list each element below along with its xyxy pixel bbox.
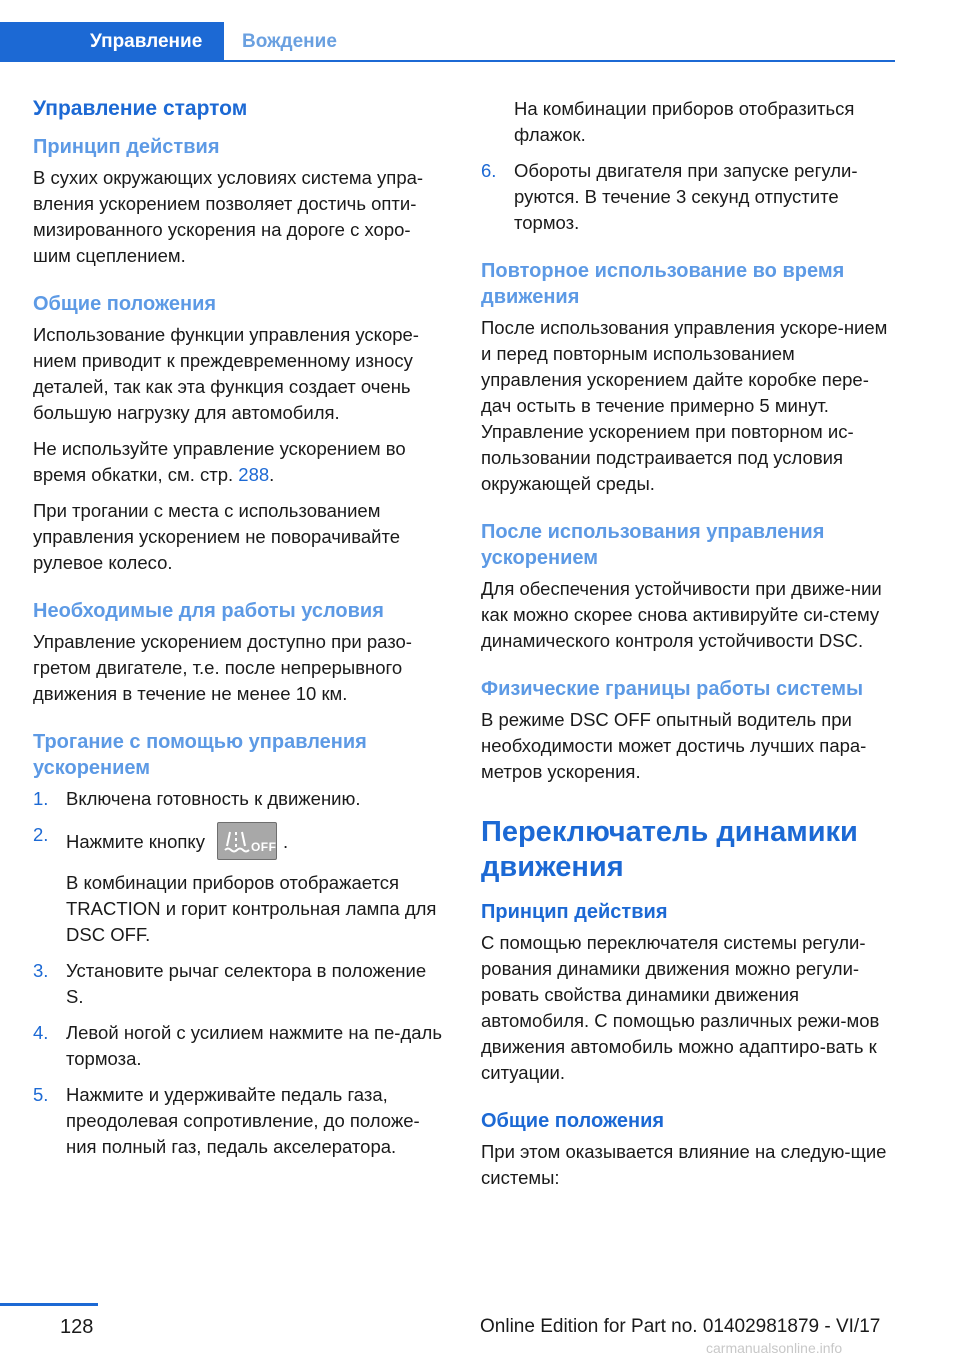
list-item — [33, 1020, 448, 1072]
paragraph-general-2 — [33, 436, 448, 488]
dsc-off-button — [217, 822, 277, 860]
paragraph-general-2-text: Не используйте управление ускорением во время обкатки, см. стр. — [33, 438, 406, 485]
list-item — [33, 822, 448, 948]
step-text-end: . — [282, 831, 289, 852]
tab-vozhdenie[interactable]: Вождение — [242, 31, 337, 52]
step-text: Нажмите и удерживайте педаль газа, преодолевая сопротивление, до положе-ния полный газ, педаль акселератора. — [66, 1084, 420, 1157]
paragraph-general-1: Использование функции управления ускоре-нием приводит к преждевременному износу деталей, так как эта функция создает очень большую нагрузку для автомобиля. — [33, 324, 419, 423]
steps-list-continued — [481, 158, 896, 236]
step-number: 2. — [33, 824, 49, 845]
subheading-conditions: Необходимые для работы условия — [33, 600, 384, 622]
subheading-start: Трогание с помощью управления ускорением — [33, 731, 367, 779]
page-link-288[interactable]: 288 — [238, 464, 270, 485]
page-number: 128 — [60, 1316, 94, 1338]
watermark: carmanualsonline.info — [706, 1340, 843, 1356]
step-text: Обороты двигателя при запуске регули-руются. В течение 3 секунд отпустите тормоз. — [514, 160, 858, 233]
list-item — [33, 958, 448, 1010]
paragraph-general-2-end: . — [269, 464, 275, 485]
paragraph-reuse: После использования управления ускоре-нием и перед повторным использованием управления ускорением дайте коробке пере-дач остыть в течение примерно 5 минут. Управление ускорением при повторном ис-пользовании подстраивается под условия окружающей среды. — [481, 317, 888, 494]
step-note: В комбинации приборов отображается TRACTION и горит контрольная лампа для DSC OFF. — [66, 872, 437, 945]
tab-upravlenie[interactable]: Управление — [0, 22, 224, 62]
edition-footer: Online Edition for Part no. 01402981879 - VI/17 — [480, 1316, 881, 1337]
left-column — [33, 96, 448, 1170]
step-text: Левой ногой с усилием нажмите на пе-даль тормоза. — [66, 1022, 442, 1069]
header-tabs — [0, 22, 895, 62]
step-number: 4. — [33, 1022, 49, 1043]
step-number: 6. — [481, 160, 497, 181]
paragraph-principle: В сухих окружающих условиях система упра-вления ускорением позволяет достичь опти-мизированного ускорения на дороге с хоро-шим сцеплением. — [33, 167, 424, 266]
paragraph-after-use: Для обеспечения устойчивости при движе-нии как можно скорее снова активируйте си-стему динамического контроля устойчивости DSC. — [481, 578, 882, 651]
paragraph-principle-2: С помощью переключателя системы регули-рования динамики движения можно регули-ровать свойства динамики движения автомобиля. С помощью различных режи-мов движения автомобиль можно адаптиро-вать к ситуации. — [481, 932, 880, 1083]
right-column — [481, 96, 896, 1201]
chapter-title-driving-dynamics: Переключатель динамики движения — [481, 816, 858, 883]
step-number: 3. — [33, 960, 49, 981]
subheading-limits: Физические границы работы системы — [481, 678, 864, 700]
header-rule — [224, 60, 895, 62]
list-item — [481, 158, 896, 236]
page-number-rule — [0, 1303, 98, 1306]
step-text: Нажмите кнопку — [66, 831, 205, 852]
step-text: Включена готовность к движению. — [66, 788, 361, 809]
section-title-launch-control: Управление стартом — [33, 97, 248, 120]
step-5-continuation: На комбинации приборов отобразиться флажок. — [514, 98, 855, 145]
subheading-after-use: После использования управления ускорением — [481, 521, 825, 569]
paragraph-general-3: При трогании с места с использованием управления ускорением не поворачивайте рулевое колесо. — [33, 500, 401, 573]
subheading-reuse: Повторное использование во время движения — [481, 260, 845, 308]
step-text: Установите рычаг селектора в положение S. — [66, 960, 427, 1007]
list-item — [33, 786, 448, 812]
steps-list — [33, 786, 448, 1160]
dsc-off-label: OFF — [250, 840, 277, 854]
list-item — [33, 1082, 448, 1160]
dsc-off-icon — [222, 828, 250, 856]
paragraph-limits: В режиме DSC OFF опытный водитель при необходимости может достичь лучших пара-метров ускорения. — [481, 709, 867, 782]
subheading-general: Общие положения — [33, 293, 217, 315]
step-number: 5. — [33, 1084, 49, 1105]
subheading-general-2: Общие положения — [481, 1110, 665, 1132]
paragraph-conditions: Управление ускорением доступно при разо-гретом двигателе, т.е. после непрерывного движения в течение не менее 10 км. — [33, 631, 412, 704]
step-number: 1. — [33, 788, 49, 809]
paragraph-general-2b: При этом оказывается влияние на следую-щие системы: — [481, 1141, 887, 1188]
subheading-principle: Принцип действия — [33, 136, 220, 158]
subheading-principle-2: Принцип действия — [481, 901, 668, 923]
